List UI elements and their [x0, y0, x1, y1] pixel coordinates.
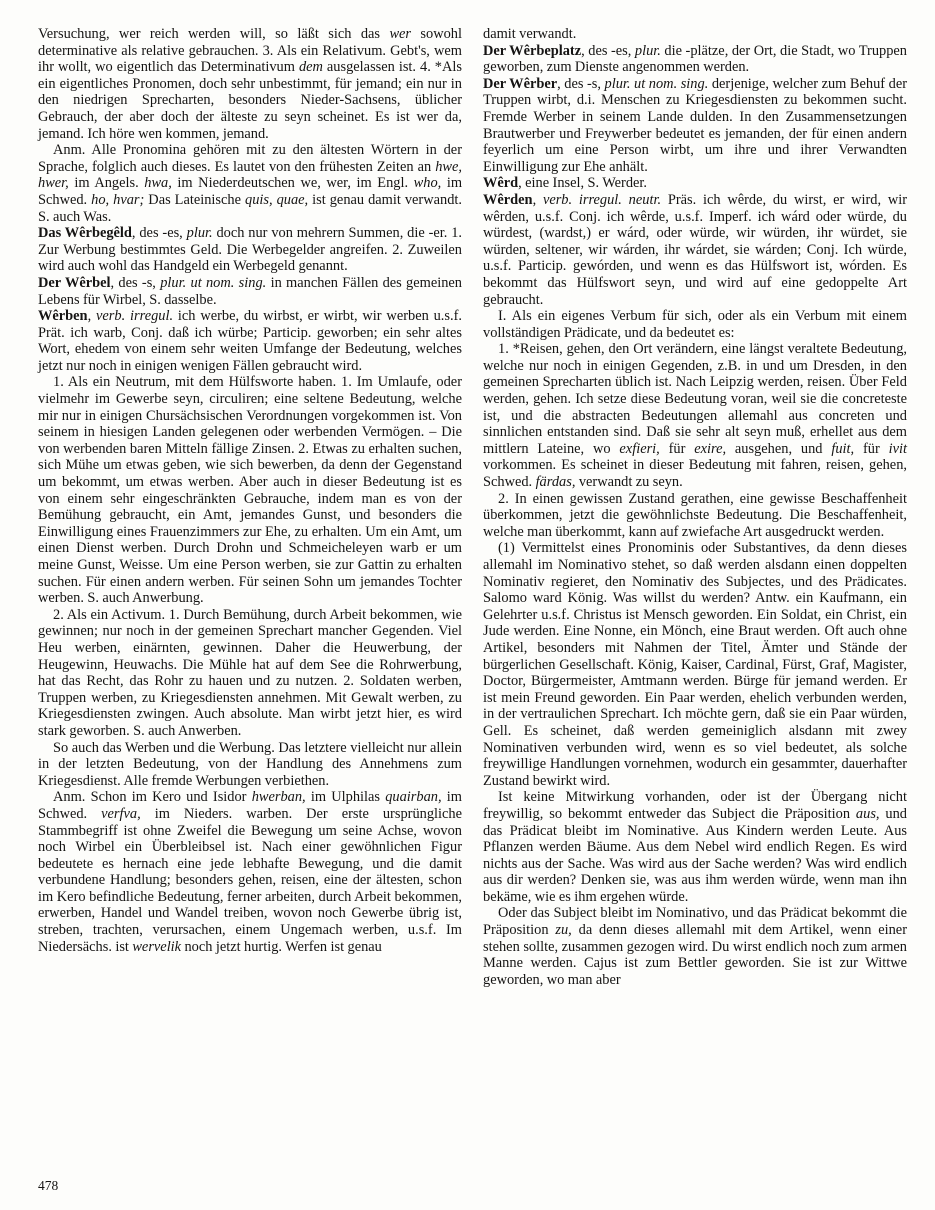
text-segment: hwa,: [144, 175, 172, 192]
anm-werben-paragraph: [38, 789, 462, 955]
text-segment: 1. *Reisen, gehen, den Ort verändern, eine längst veraltete Bedeutung, welche nur noch in einigen Gegenden, z.B. in und um Dresden, in den gemeinen Sprecharten üblich ist. Nach Leipzig werden, reisen. Über Feld werden, gehen. Ich setze diese Bedeutung voran, weil sie die concreteste ist, und die abstracten Bedeutungen allemahl aus concreten und sinnlichen entstanden sind. Daß sie sehr alt seyn muß, erhellet aus dem mittlern Lateine, wo: [483, 341, 907, 457]
headword: Das Wêrbegêld: [38, 225, 132, 242]
text-segment: ho, hvar;: [91, 191, 145, 208]
text-segment: und das Prädicat bleibt im Nominative. Aus Kindern werden Leute. Aus Pflanzen werden Bäume. Aus dem Nebel wird endlich Regen. Es wird nichts aus der Sache. Was wird aus der Sache werden? Was wird endlich aus dir werden? Denken sie, was aus ihm werden würde, wenn man ihn bekäme, wie es ihm ergehen würde.: [483, 805, 908, 905]
text-segment: exire,: [694, 440, 727, 457]
text-segment: plur.: [634, 42, 661, 59]
column-left: [38, 26, 462, 988]
text-segment: hwe, hwer,: [38, 158, 462, 192]
text-segment: Anm. Alle Pronomina gehören mit zu den ältesten Wörtern in der Sprache, folglich auch dieses. Es lautet von den frühesten Zeiten an: [38, 142, 462, 175]
text-segment: in manchen Fällen des gemeinen Lebens für Wirbel, S. dasselbe.: [38, 274, 462, 308]
entry-werd: [483, 175, 907, 192]
text-segment: 2. Als ein Activum. 1. Durch Bemühung, durch Arbeit bekommen, wie gewinnen; nur noch in der gemeinen Sprechart mancher Gegenden. Viel Heu werben, einärnten, gewinnen. Daher die Heuwerbung, der Heugewinn, Heuwachs. Die Mühle hat auf dem See die Rohrwerbung, hat das Recht, das Rohr zu hauen und zu nutzen. 2. Soldaten werben, Truppen werben, zu Kriegesdiensten annehmen. Mit Gewalt werben, zu Kriegesdiensten zwingen. Auch absolute. Man wirbt jetzt hier, es wird stark geworben. S. auch Anwerben.: [38, 606, 462, 739]
sense-zu-paragraph: [483, 905, 907, 988]
text-segment: sowohl determinative als relative gebrauchen. 3. Als ein Relativum. Gebt's, wem ihr wollt, wo eigentlich das Determinativum: [38, 26, 462, 76]
sense-neutrum-paragraph: [38, 374, 462, 606]
text-segment: verb. irregul. neutr.: [542, 191, 662, 208]
sense-nominativ-paragraph: [483, 540, 907, 789]
text-segment: derjenige, welcher zum Behuf der Truppen wirbt, d.i. Menschen zu Kriegesdiensten zu bekommen sucht. Fremde Werber in seinem Lande dulden. In den Zusammensetzungen Brautwerber und Freywerber bedeutet es jemanden, der für einen andern feyerlich um eine Person wirbt, um ihre und ihrer Verwandten Einwilligung zur Ehe anhält.: [483, 75, 907, 175]
text-segment: ist genau damit verwandt. S. auch Was.: [38, 191, 462, 225]
text-segment: im Ulphilas: [305, 789, 386, 806]
text-segment: verfva,: [101, 805, 141, 822]
text-segment: , des -es,: [581, 42, 635, 59]
headword: Der Wêrber: [483, 75, 558, 92]
text-segment: Versuchung, wer reich werden will, so läßt sich das: [38, 26, 390, 42]
anm-paragraph: [38, 142, 462, 225]
headword: Wêrd: [483, 175, 519, 192]
text-segment: verb. irregul.: [96, 308, 174, 325]
text-segment: plur.: [186, 225, 213, 242]
text-segment: (1) Vermittelst eines Pronominis oder Substantives, da denn dieses allemahl im Nominativo stehet, so daß werden alsdann einen doppelten Nominativ regieret, den Nominativ des Subjectes, und des Prädicates. Salomo ward König. Was willst du werden? Antw. ein Kaufmann, ein Gelehrter u.s.f. Christus ist Mensch geworden. Ein Soldat, ein Christ, ein Jude werden. Eine Nonne, ein Mönch, eine Braut werden. Oft auch ohne Artikel, besonders mit Nahmen der Titel, Ämter und Stände der bürgerlichen Gesellschaft. König, Kaiser, Cardinal, Fürst, Graf, Magister, Doctor, Bürgermeister, Amtmann werden. Bürge für jemand werden. Er ist mein Freund geworden. Ein Paar werden, ehelich verbunden werden, in der vertraulichen Sprechart. Ich möchte gern, daß sie ein Paar würden, Gell. Es scheinet, daß werden gemeiniglich alsdann mit zwey Nominativen verbunden wird, wenn es so viel bedeutet, als solche freywillige Handlungen vornehmen, wodurch ein gesammter, dauerhafter Zustand bewirkt wird.: [483, 540, 907, 789]
text-segment: für: [659, 440, 695, 457]
sense-werbung-paragraph: [38, 740, 462, 790]
headword: Wêrden: [483, 191, 533, 208]
text-segment: ivit: [888, 440, 907, 457]
text-segment: vorkommen. Es scheinet in dieser Bedeutung mit fahren, reisen, gehen, Schwed.: [483, 457, 907, 491]
text-segment: I. Als ein eigenes Verbum für sich, oder als ein Verbum mit einem vollständigen Prädicate, und da bedeutet es:: [483, 308, 907, 341]
sense-reisen-paragraph: [483, 341, 907, 490]
text-segment: ,: [532, 191, 543, 208]
text-segment: zu,: [555, 922, 572, 939]
sense-intro-paragraph: [483, 308, 907, 341]
headword: Der Wêrbeplatz: [483, 42, 582, 59]
text-segment: hwerban,: [251, 789, 306, 806]
text-segment: ausgelassen ist. 4. *Als ein eigentliches Pronomen, doch sehr unbestimmt, für jemand; ein nur in den niedrigen Sprecharten, besonders Nieder-Sachsens, üblicher Gebrauch, der aber doch der älteste zu seyn scheinet. Es ist wer da, jemand. Ich höre wen kommen, jemand.: [38, 59, 462, 142]
text-columns: [38, 26, 907, 988]
text-segment: 1. Als ein Neutrum, mit dem Hülfsworte haben. 1. Im Umlaufe, oder vielmehr im Gewerbe seyn, circuliren; eine seltene Bedeutung, welche mir nur in einigen Chursächsischen Verordnungen vorgekommen ist. Von seinem in hiesigen Landen gelegenen oder werbenden Vermögen. – Die von werbenden baren Mitteln fällige Zinsen. 2. Etwas zu erhalten suchen, sich Mühe um etwas geben, wie sich bewerben, da denn der Gegenstand um bekommt, um etwas werben. Aber auch in dieser Bedeutung ist es von einem sehr eingeschränkten Gebrauche, indem man es von der Bemühung gebraucht, ein Amt, jemandes Gunst, und besonders die Einwilligung eines Frauenzimmers zur Ehe, zu erhalten. Um ein Amt, um einen Dienst werben. Durch Drohn und Schmeicheleyen warb er um meine Gunst, Weisse. Um eine Person werben, sie zur Gattin zu erhalten suchen. Für einen andern werben. Für seinen Sohn um jemandes Tochter werben. S. auch Anwerbung.: [38, 374, 462, 607]
text-segment: im Niederdeutschen we, wer, im Engl.: [171, 175, 414, 192]
entry-werbel: [38, 275, 462, 308]
text-segment: im Schwed.: [38, 789, 462, 822]
text-segment: ,: [87, 308, 97, 325]
text-segment: Präs. ich wêrde, du wirst, er wird, wir wêrden, u.s.f. Conj. ich wêrde, u.s.f. Imperf. ich wárd oder würde, du würdest, (wardst,) er wárd, oder würde, wir würden, ihr würdet, sie würden, seltener, wir wárden, ihr wárdet, sie wárden; Conj. Ich würde, u.s.f. Particip. gewórden, und wenn es das Hülfswort ist, wórden. Es bekommt das Hülfswort seyn, und wird auf eine gedoppelte Art gebraucht.: [483, 191, 907, 308]
text-segment: Ist keine Mitwirkung vorhanden, oder ist der Übergang nicht freywillig, so bekommt entweder das Subject die Präposition: [483, 789, 907, 822]
continuation-paragraph: [38, 26, 462, 142]
text-segment: ausgehen, und: [726, 440, 832, 457]
entry-werbeplatz: [483, 43, 907, 76]
headword: Der Wêrbel: [38, 274, 111, 291]
entry-werben: [38, 308, 462, 374]
column-right: [483, 26, 907, 988]
text-segment: , des -s,: [110, 274, 161, 291]
text-segment: damit verwandt.: [483, 26, 577, 42]
text-segment: , eine Insel, S. Werder.: [518, 175, 648, 192]
text-segment: Anm. Schon im Kero und Isidor: [53, 789, 252, 806]
text-segment: fuit,: [831, 440, 855, 457]
text-segment: who,: [413, 175, 442, 192]
text-segment: für: [854, 440, 889, 457]
text-segment: doch nur von mehrern Summen, die -er. 1. Zur Werbung bestimmtes Geld. Die Werbegelder angreifen. 2. Zuweilen wird auch wohl das Handgeld ein Werbegeld genannt.: [38, 225, 462, 275]
entry-werber: [483, 76, 907, 176]
entry-werbegeld: [38, 225, 462, 275]
sense-zustand-paragraph: [483, 491, 907, 541]
text-segment: quis, quae,: [245, 191, 309, 208]
text-segment: färdas,: [535, 474, 576, 491]
text-segment: , des -es,: [131, 225, 187, 242]
text-segment: Oder das Subject bleibt im Nominativo, und das Prädicat bekommt die Präposition: [483, 905, 907, 939]
text-segment: wer: [389, 26, 412, 42]
text-segment: im Nieders. warben. Der erste ursprüngliche Stammbegriff ist ohne Zweifel die Bewegung um seine Achse, wovon noch Wirbel ein Überbleibsel ist. Nach einer gewöhnlichen Figur bedeutete es hernach eine jede lebhafte Bewegung, und die damit verbundene Handlung; besonders gehen, reisen, eine der ältesten, schon im Kero befindliche Bedeutung, ferner arbeiten, durch Arbeit bekommen, erwerben, Handel und Wandel treiben, wovon noch Gewerbe übrig ist, streben, trachten, verursachen, einem Ungemach werben, u.s.f. Im Niedersächs. ist: [38, 805, 462, 955]
text-segment: plur. ut nom. sing.: [160, 274, 267, 291]
text-segment: im Angels.: [68, 175, 145, 192]
text-segment: dem: [298, 59, 323, 76]
text-segment: die -plätze, der Ort, die Stadt, wo Truppen geworben, zum Dienste angenommen werden.: [483, 42, 907, 76]
sense-aus-paragraph: [483, 789, 907, 905]
text-segment: 2. In einen gewissen Zustand gerathen, eine gewisse Beschaffenheit überkommen, jetzt die gewöhnlichste Bedeutung. Die Beschaffenheit, welche man überkommt, kann auf zwiefache Art ausgedruckt werden.: [483, 490, 907, 540]
text-segment: exfieri,: [619, 440, 660, 457]
continuation-paragraph: [483, 26, 907, 43]
text-segment: , des -s,: [557, 75, 605, 92]
entry-werden: [483, 192, 907, 308]
text-segment: aus,: [855, 805, 880, 822]
text-segment: Das Lateinische: [144, 191, 245, 208]
headword: Wêrben: [38, 308, 88, 325]
text-segment: plur. ut nom. sing.: [604, 75, 709, 92]
text-segment: noch jetzt hurtig. Werfen ist genau: [181, 938, 382, 955]
page-number: 478: [38, 1178, 59, 1193]
text-segment: So auch das Werben und die Werbung. Das letztere vielleicht nur allein in der letzten Bedeutung, von der Handlung des Annehmens zum Kriegesdienst. Alle fremde Werbungen verbiethen.: [38, 739, 462, 789]
text-segment: da denn dieses allemahl mit dem Artikel, wenn einer stehen sollte, zusammen gezogen wird. Du wirst endlich noch zum armen Manne werden. Cajus ist zum Bettler geworden. Sie ist zur Wittwe geworden, wo man aber: [483, 922, 907, 988]
text-segment: ich werbe, du wirbst, er wirbt, wir werben u.s.f. Prät. ich warb, Conj. daß ich würbe; Particip. geworben; ein sehr altes Wort, ehedem von einem sehr weiten Umfange der Bedeutung, welches jetzt nur noch in einigen wenigen Fällen gebraucht wird.: [38, 308, 462, 374]
text-segment: im Schwed.: [38, 175, 463, 208]
sense-activum-paragraph: [38, 607, 462, 740]
text-segment: wervelik: [132, 938, 182, 955]
text-segment: verwandt zu seyn.: [575, 474, 683, 491]
text-segment: quairban,: [385, 789, 442, 806]
